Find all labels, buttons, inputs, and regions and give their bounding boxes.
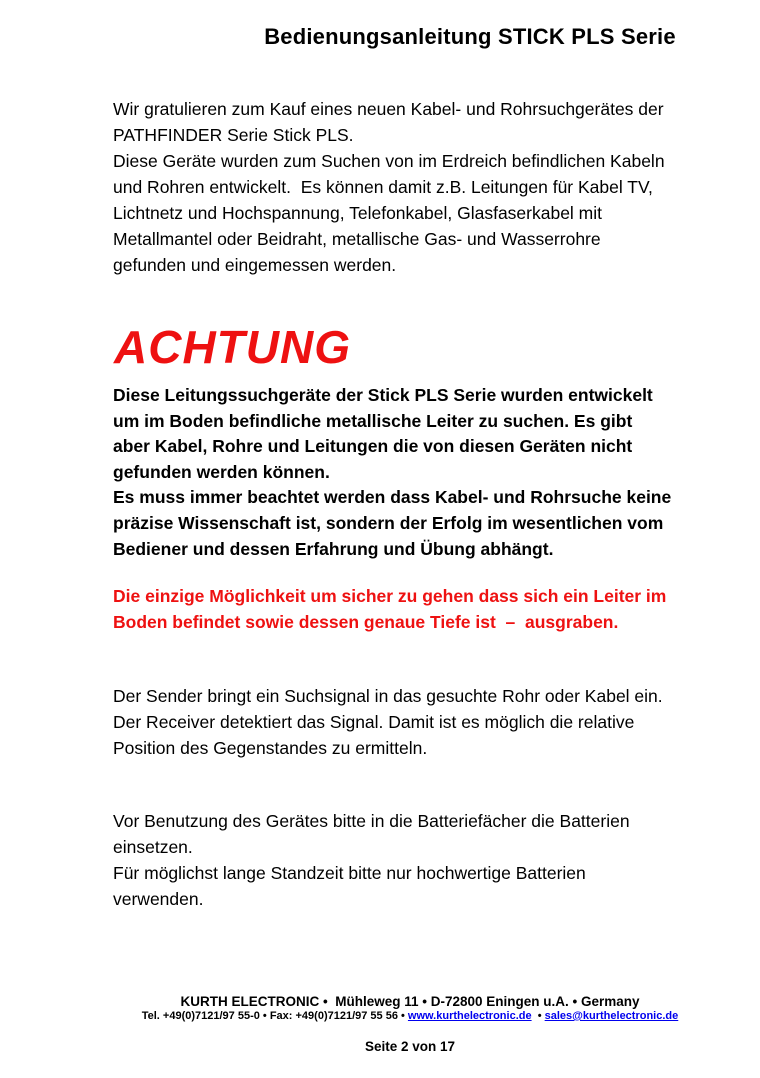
text-line: Diese Leitungssuchgeräte der Stick PLS Serie wurden entwickelt	[113, 385, 653, 405]
text-line: Position des Gegenstandes zu ermitteln.	[113, 738, 428, 758]
text-line: Boden befindet sowie dessen genaue Tiefe ist – ausgraben.	[113, 612, 619, 632]
page-number: Seite 2 von 17	[364, 1039, 456, 1054]
text-line: Der Sender bringt ein Suchsignal in das gesuchte Rohr oder Kabel ein.	[113, 686, 663, 706]
email-link[interactable]: sales@kurthelectronic.de	[544, 1010, 679, 1022]
battery-paragraph	[113, 808, 713, 912]
page-header-title: Bedienungsanleitung STICK PLS Serie	[264, 24, 676, 49]
footer-address-line: KURTH ELECTRONIC • Mühleweg 11 • D-72800 Eningen u.A. • Germany	[180, 994, 640, 1009]
text-line: Lichtnetz und Hochspannung, Telefonkabel, Glasfaserkabel mit	[113, 203, 603, 223]
text-line: gefunden werden können.	[113, 461, 330, 482]
text-line: Metallmantel oder Beidraht, metallische Gas- und Wasserrohre	[113, 229, 601, 249]
text-line: aber Kabel, Rohre und Leitungen die von diesen Geräten nicht	[113, 436, 633, 457]
achtung-heading: ACHTUNG	[114, 321, 351, 373]
text-line: Diese Geräte wurden zum Suchen von im Erdreich befindlichen Kabeln	[113, 151, 665, 171]
text-line: Die einzige Möglichkeit um sicher zu gehen dass sich ein Leiter im	[113, 586, 667, 606]
text-line: einsetzen.	[113, 837, 193, 857]
intro-paragraph	[113, 96, 713, 278]
warning-bold-paragraph	[113, 383, 713, 562]
footer-contact-separator: •	[531, 1010, 545, 1022]
text-line: und Rohren entwickelt. Es können damit z.B. Leitungen für Kabel TV,	[113, 177, 653, 197]
sender-receiver-paragraph	[113, 683, 713, 761]
warning-red-paragraph	[113, 583, 713, 635]
text-line: präzise Wissenschaft ist, sondern der Erfolg im wesentlichen vom	[113, 512, 664, 533]
text-line: verwenden.	[113, 889, 204, 909]
text-line: Wir gratulieren zum Kauf eines neuen Kabel- und Rohrsuchgerätes der	[113, 99, 664, 119]
website-link[interactable]: www.kurthelectronic.de	[407, 1010, 532, 1022]
footer-contact-text: Tel. +49(0)7121/97 55-0 • Fax: +49(0)7121/97 55 56 •	[141, 1010, 408, 1022]
text-line: Es muss immer beachtet werden dass Kabel- und Rohrsuche keine	[113, 487, 672, 508]
text-line: um im Boden befindliche metallische Leiter zu suchen. Es gibt	[113, 410, 633, 431]
text-line: gefunden und eingemessen werden.	[113, 255, 397, 275]
footer-contact-line	[33, 1010, 760, 1022]
text-line: Bediener und dessen Erfahrung und Übung abhängt.	[113, 538, 554, 559]
text-line: Der Receiver detektiert das Signal. Damit ist es möglich die relative	[113, 712, 635, 732]
text-line: Vor Benutzung des Gerätes bitte in die Batteriefächer die Batterien	[113, 811, 630, 831]
text-line: Für möglichst lange Standzeit bitte nur hochwertige Batterien	[113, 863, 586, 883]
text-line: PATHFINDER Serie Stick PLS.	[113, 125, 354, 145]
